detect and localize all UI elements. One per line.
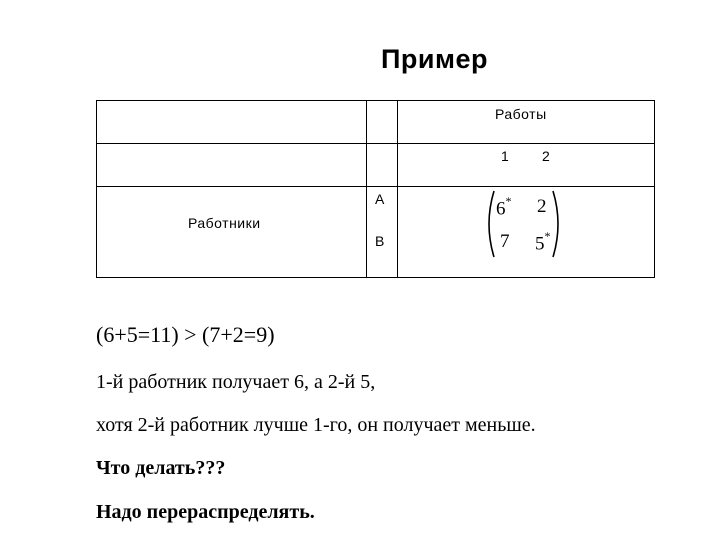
slide-title: Пример <box>381 44 488 74</box>
question-line: Что делать??? <box>96 457 226 479</box>
workers-row-header: Работники <box>188 215 261 231</box>
assignment-table <box>96 100 655 278</box>
matrix-cell-a2: 2 <box>537 196 547 217</box>
text-line-2: хотя 2-й работник лучше 1-го, он получает меньше. <box>96 414 536 436</box>
col-number-1: 1 <box>501 148 510 164</box>
matrix-cell-b2: 5* <box>535 229 551 255</box>
text-line-1: 1-й работник получает 6, а 2-й 5, <box>96 371 376 393</box>
matrix-left-paren <box>482 189 496 259</box>
answer-line: Надо перераспределять. <box>96 501 315 523</box>
row-label-a: A <box>375 191 385 207</box>
matrix-right-paren <box>551 189 565 259</box>
row-label-b: B <box>375 233 385 249</box>
comparison-line: (6+5=11) > (7+2=9) <box>96 322 275 347</box>
matrix-cell-a1: 6* <box>496 194 512 220</box>
works-header: Работы <box>495 106 547 122</box>
matrix-cell-b1: 7 <box>500 231 510 252</box>
col-number-2: 2 <box>542 148 551 164</box>
